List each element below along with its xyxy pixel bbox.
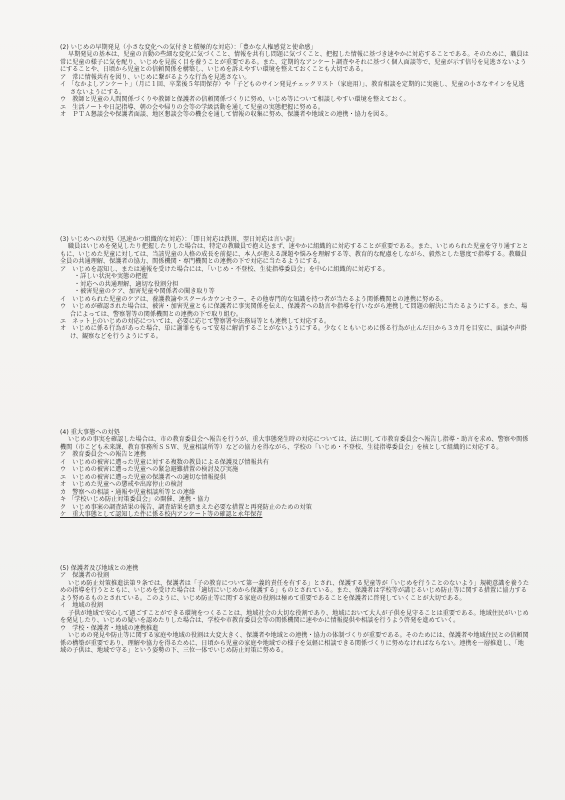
section-serious-cases <box>60 429 530 518</box>
list-item: ア 常に情報共有を図り、いじめに繋がるような行為を見逃さない。 <box>60 73 251 81</box>
list-item: エ いじめの被害に遭った児童の保護者への適切な情報提供 <box>60 473 226 481</box>
paragraph: いじめの事実を確認した場合は、市の教育委員会へ報告を行うが、重大事態発生時の対応については、法に則して市教育委員会へ報告し指導・助言を求め、警察や関係機関（市こども未来課、教育事務所ＳＳＷ、児童相談所等）などの協力を得ながら、学校の「いじめ・不登校、生徒指導委員会」を核として組織的に対応する。 <box>60 436 529 451</box>
list-item: ク いじめ事案の調査結果の報告、調査結果を踏まえた必要な措置と再発防止のための対策 <box>60 503 312 511</box>
section-response <box>60 236 530 340</box>
section-community <box>60 565 530 654</box>
paragraph: 職員はいじめを発見したり把握したりした場合は、特定の教職員で抱え込まず、速やかに組織的に対応することが重要である。また、いじめられた児童を守り通すとともに、いじめた児童に対しては、当該児童の人格の成長を前提に、本人が抱える課題や悩みを理解する等、教育的な配慮をしながら、毅然とした態度で指導する。教職員全員の共通理解、保護者の協力、関係機関・専門機関との連携の下で対応に当たるようにする。 <box>60 243 529 266</box>
section-heading: (4) 重大事態への対処 <box>60 429 120 436</box>
sub-heading: イ 地域の役割 <box>60 602 104 610</box>
list-item: オ いじめた児童への懲戒や出席停止の検討 <box>60 481 183 489</box>
list-item: ア いじめを認知し、または通報を受けた場合には、「いじめ・不登校、生徒指導委員会」を中心に組織的に対応する。 <box>60 265 389 273</box>
section-heading: (2) いじめの早期発見（小さな変化への気付きと積極的な対応）：「豊かな人権感覚と使命感」 <box>60 44 317 51</box>
sub-item: ・詳しい状況や実態の把握 <box>74 273 148 281</box>
list-item: エ 生活ノートや日記指導、朝の会や帰りの会等の学級活動を通して児童の実態把握に努める。 <box>60 103 324 111</box>
section-heading: (5) 保護者及び地域との連携 <box>60 565 139 572</box>
list-item: イ いじめられた児童のケアは、養護教諭やスクールカウンセラー、その他専門的な知識を持つ者が当たるよう関係機関との連携に努める。 <box>60 295 447 303</box>
section-heading: (3) いじめへの対処（迅速かつ組織的な対応）：「即日対応は鉄則、翌日対応は言い訳」 <box>60 236 299 243</box>
list-item: オ ＰＴＡ懇談会や保護者面談、地区懇談会等の機会を通して情報の収集に努め、保護者や地域との連携・協力を図る。 <box>60 111 392 119</box>
paragraph: いじめ防止対策推進法第９条では、保護者は「子の教育について第一義的責任を有する」とされ、保護する児童等が「いじめを行うことのないよう」規範意識を養うための指導を行うとともに、いじめを受けた場合は「適切にいじめから保護する」ものとされている。また、保護者は学校等が講じるいじめ防止等に関する措置に協力するよう努めるものとされている。このように、いじめ防止等に関する家庭の役割は極めて重要であることを保護者に啓発していくことが大切である。 <box>60 579 530 602</box>
section-early-detection <box>60 44 530 119</box>
list-item: イ いじめの被害に遭った児童に対する複数の教員による保護及び情報共有 <box>60 458 269 466</box>
list-item: ア 教育委員会への報告と連携 <box>60 451 147 459</box>
list-item: カ 警察への相談・通報や児童相談所等との連絡 <box>60 488 196 496</box>
list-item: オ いじめに係る行為があった場合、単に謝罪をもって安易に解消することがないようにする。少なくともいじめに係る行為が止んだ日から３カ月を目安に、面談や声掛け、観察などを行うようにする。 <box>60 325 527 340</box>
list-item: ウ いじめが確認された場合は、被害・加害児童ともに保護者に事実関係を伝え、保護者への助言や指導を行いながら連携して問題の解決に当たるようにする。また、場合によっては、警察署等の関係機関との連携の下で取り組む。 <box>60 303 528 318</box>
sub-item: ・被害児童のケア、加害児童や関係者の聞き取り等 <box>74 288 215 296</box>
sub-item: ・対応への共通理解、適切な役割分担 <box>74 280 179 288</box>
list-item: ウ 教師と児童の人間関係づくりや教師と保護者の信頼関係づくりに努め、いじめ等について相談しやすい環境を整えておく。 <box>60 96 410 104</box>
sub-heading: ア 保護者の役割 <box>60 572 110 580</box>
list-item: キ 「学校いじめ防止対策委員会」の開催、連携・協力 <box>60 496 210 504</box>
list-item: エ ネット上のいじめの対応については、必要に応じて警察署や法務局等とも連携して対応する。 <box>60 317 331 325</box>
paragraph: いじめの発見や防止等に関する家庭や地域の役割は大変大きく、保護者や地域との連携・協力の体制づくりが重要である。そのためには、保護者や地域住民との信頼関係の構築が重要であり、理解や協力を得るために、日頃から児童の家庭や地域での様子を気軽に相談できる関係づくりに努めなければならない。連携を一層推進し、「地域の子供は、地域で守る」という姿勢の下、三位一体でいじめ防止対策に努める。 <box>60 632 529 654</box>
paragraph: 子供が地域で安心して過ごすことができる環境をつくることは、地域社会の大切な役割であり、地域において大人が子供を見守ることは重要である。地域住民がいじめを発見したり、いじめの疑いを認めたりした場合は、学校や市教育委員会等の関係機関に速やかに情報提供や相談を行うよう啓発を進めていく。 <box>60 609 529 625</box>
list-item: イ 「なかよしアンケート」（月に１回、卒業後５年間保存）や「子どものサイン発見チェックリスト（家庭用）」、教育相談を定期的に実施し、児童の小さなサインを見逃さないようにする。 <box>60 81 525 96</box>
paragraph: 早期発見の基本は、児童の言動の些細な変化に気づくこと、情報を共有し問題に気づくこと、把握した情報に基づき速やかに対応することである。そのために、職員は常に児童の様子に気を配り、いじめを見抜く目を養うことが重要である。また、定期的なアンケート調査やそれに基づく個人面談等で、児童が示す信号を見逃さないようにすることや、日頃から児童との信頼関係を構築し、いじめを訴えやすい環境を整えておくことも大切である。 <box>60 51 529 74</box>
list-item: ウ いじめの被害に遭った児童への緊急避難措置の検討及び実施 <box>60 466 239 474</box>
list-item: ケ 重大事態として認知した件に係る校内アンケート等の確認と永年保存 <box>60 510 263 518</box>
sub-heading: ウ 学校・保護者・地域の連携推進 <box>60 624 159 632</box>
